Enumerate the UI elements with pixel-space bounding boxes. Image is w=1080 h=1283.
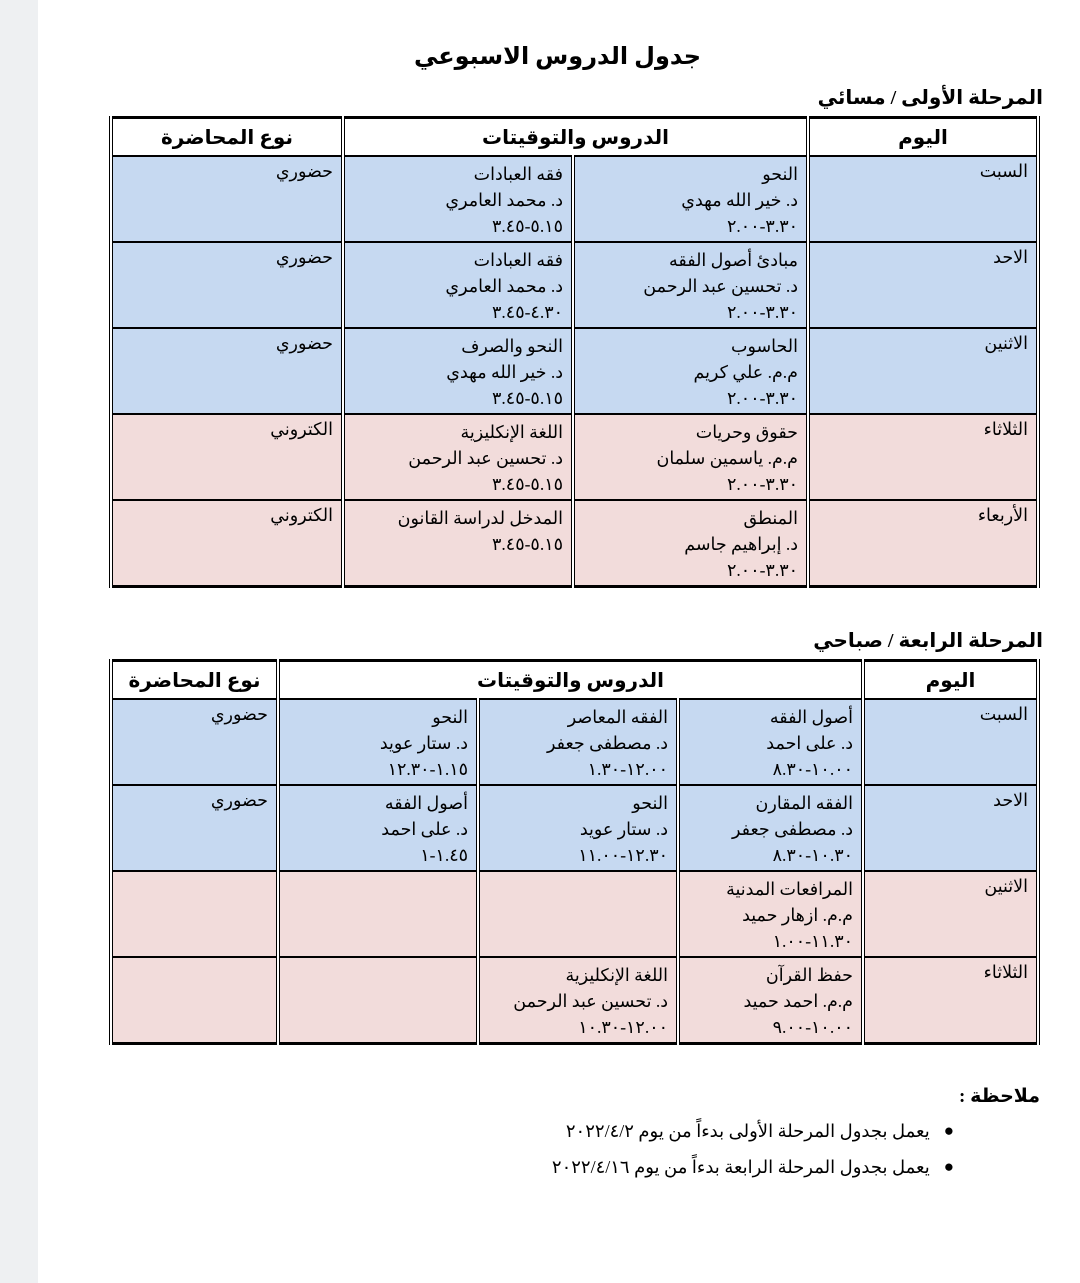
- lesson-teacher: د. مصطفى جعفر: [546, 733, 668, 753]
- day-cell: الأربعاء: [808, 500, 1038, 587]
- stage1-header-row: [111, 118, 1038, 157]
- lesson-time: ١٢.٣٠-١١.٠٠: [578, 845, 668, 865]
- day-cell: الاحد: [808, 242, 1038, 328]
- document-page: [38, 0, 1080, 1283]
- notes-label: ملاحظة :: [959, 1086, 1040, 1107]
- lecture-type-cell: الكتروني: [111, 414, 343, 500]
- lesson-cell: [573, 242, 808, 328]
- lesson-time: ٣.٣٠-٢.٠٠: [727, 388, 798, 408]
- lecture-type-cell: حضوري: [111, 328, 343, 414]
- lesson-cell: [573, 414, 808, 500]
- table-row-monday: [111, 328, 1038, 414]
- lesson-title: الحاسوب: [730, 336, 798, 356]
- lesson-title: حفظ القرآن: [765, 965, 853, 985]
- lesson-time: ٣.٣٠-٢.٠٠: [727, 302, 798, 322]
- lesson-title: النحو: [632, 793, 668, 813]
- lesson-cell: [343, 328, 573, 414]
- lesson-title: النحو: [432, 707, 468, 727]
- lesson-teacher: م.م. احمد حميد: [743, 991, 853, 1011]
- lesson-teacher: د. محمد العامري: [445, 276, 563, 296]
- lesson-title: الفقه المعاصر: [567, 707, 668, 727]
- day-cell: الاحد: [863, 785, 1038, 871]
- lesson-cell: [573, 328, 808, 414]
- lecture-type-cell: حضوري: [111, 156, 343, 242]
- lecture-type-cell: [111, 871, 278, 957]
- lesson-time: ١٠.٣٠-٨.٣٠: [772, 845, 853, 865]
- lesson-title: فقه العبادات: [473, 164, 563, 184]
- lesson-cell: [678, 957, 863, 1044]
- lesson-title: النحو: [762, 164, 798, 184]
- day-cell: السبت: [808, 156, 1038, 242]
- lesson-teacher: د. تحسين عبد الرحمن: [408, 448, 563, 468]
- lesson-time: ٣.٣٠-٢.٠٠: [727, 560, 798, 580]
- lesson-time: ١.١٥-١٢.٣٠: [387, 759, 468, 779]
- lesson-title: مبادئ أصول الفقه: [669, 250, 798, 270]
- table-row-wednesday: [111, 500, 1038, 587]
- column-header-lessons: الدروس والتوقيتات: [343, 118, 808, 157]
- lesson-cell: [678, 699, 863, 785]
- lesson-time: ٥.١٥-٣.٤٥: [492, 474, 563, 494]
- lesson-title: الفقه المقارن: [755, 793, 853, 813]
- lesson-time: ١١.٣٠-١.٠٠: [772, 931, 853, 951]
- lesson-teacher: د. محمد العامري: [445, 190, 563, 210]
- day-cell: السبت: [863, 699, 1038, 785]
- day-cell: الاثنين: [863, 871, 1038, 957]
- lesson-teacher: د. خير الله مهدي: [681, 190, 798, 210]
- lesson-title: المرافعات المدنية: [726, 879, 853, 899]
- lesson-time: ٥.١٥-٣.٤٥: [492, 534, 563, 554]
- page-title: جدول الدروس الاسبوعي: [413, 44, 702, 70]
- empty-lesson-cell: [278, 871, 478, 957]
- lesson-teacher: د. إبراهيم جاسم: [684, 534, 798, 554]
- lesson-title: حقوق وحريات: [695, 422, 798, 442]
- empty-lesson-cell: [478, 871, 678, 957]
- bullet-icon: ●: [943, 1121, 954, 1140]
- lesson-time: ٥.١٥-٣.٤٥: [492, 216, 563, 236]
- day-cell: الثلاثاء: [808, 414, 1038, 500]
- table-row-monday: [111, 871, 1038, 957]
- lesson-time: ١٠.٠٠-٨.٣٠: [772, 759, 853, 779]
- note-item: [38, 1118, 954, 1144]
- lesson-teacher: د. تحسين عبد الرحمن: [643, 276, 798, 296]
- note-item: [38, 1154, 954, 1180]
- lesson-title: أصول الفقه: [769, 707, 853, 727]
- column-header-day: اليوم: [808, 118, 1038, 157]
- lesson-cell: [343, 156, 573, 242]
- lesson-teacher: د. ستار عويد: [579, 819, 668, 839]
- lesson-time: ١٢.٠٠-١.٣٠: [587, 759, 668, 779]
- lesson-cell: [478, 699, 678, 785]
- lecture-type-cell: حضوري: [111, 699, 278, 785]
- section-title-stage1: المرحلة الأولى / مسائي: [817, 87, 1043, 109]
- lesson-time: ١٠.٠٠-٩.٠٠: [772, 1017, 853, 1037]
- lesson-teacher: م.م. ازهار حميد: [742, 905, 853, 925]
- lesson-cell: [573, 500, 808, 587]
- column-header-type: نوع المحاضرة: [111, 661, 278, 700]
- lesson-time: ٥.١٥-٣.٤٥: [492, 388, 563, 408]
- lesson-title: النحو والصرف: [461, 336, 563, 356]
- lesson-title: المنطق: [743, 508, 798, 528]
- lesson-cell: [343, 500, 573, 587]
- lesson-teacher: د. ستار عويد: [379, 733, 468, 753]
- lesson-cell: [573, 156, 808, 242]
- lesson-teacher: د. تحسين عبد الرحمن: [513, 991, 668, 1011]
- lecture-type-cell: [111, 957, 278, 1044]
- lesson-title: اللغة الإنكليزية: [565, 965, 668, 985]
- bullet-icon: ●: [943, 1157, 954, 1176]
- table-row-tuesday: [111, 957, 1038, 1044]
- day-cell: الثلاثاء: [863, 957, 1038, 1044]
- lesson-cell: [343, 414, 573, 500]
- section-title-stage4: المرحلة الرابعة / صباحي: [813, 630, 1043, 652]
- lesson-title: اللغة الإنكليزية: [460, 422, 563, 442]
- lesson-cell: [278, 785, 478, 871]
- lesson-cell: [343, 242, 573, 328]
- lesson-teacher: د. على احمد: [766, 733, 853, 753]
- table-row-saturday: [111, 156, 1038, 242]
- lesson-teacher: م.م. علي كريم: [693, 362, 798, 382]
- lesson-cell: [478, 957, 678, 1044]
- lesson-time: ٣.٣٠-٢.٠٠: [727, 474, 798, 494]
- day-cell: الاثنين: [808, 328, 1038, 414]
- lesson-cell: [678, 871, 863, 957]
- lecture-type-cell: حضوري: [111, 785, 278, 871]
- column-header-type: نوع المحاضرة: [111, 118, 343, 157]
- column-header-lessons: الدروس والتوقيتات: [278, 661, 863, 700]
- lesson-time: ٣.٣٠-٢.٠٠: [727, 216, 798, 236]
- lesson-time: ١.٤٥-١: [420, 845, 468, 865]
- lecture-type-cell: الكتروني: [111, 500, 343, 587]
- lesson-time: ٤.٣٠-٣.٤٥: [492, 302, 563, 322]
- lesson-title: المدخل لدراسة القانون: [397, 508, 563, 528]
- lesson-time: ١٢.٠٠-١٠.٣٠: [578, 1017, 668, 1037]
- lesson-cell: [678, 785, 863, 871]
- column-header-day: اليوم: [863, 661, 1038, 700]
- lecture-type-cell: حضوري: [111, 242, 343, 328]
- lesson-teacher: م.م. ياسمين سلمان: [656, 448, 798, 468]
- scan-edge-strip: [0, 0, 38, 1283]
- lesson-title: أصول الفقه: [384, 793, 468, 813]
- notes-section: [38, 1085, 1040, 1180]
- table-row-tuesday: [111, 414, 1038, 500]
- lesson-title: فقه العبادات: [473, 250, 563, 270]
- lesson-teacher: د. مصطفى جعفر: [731, 819, 853, 839]
- stage1-schedule-table: [109, 116, 1040, 588]
- lesson-cell: [278, 699, 478, 785]
- note-text: يعمل بجدول المرحلة الرابعة بدءاً من يوم ٢٠٢٢/٤/١٦: [551, 1157, 930, 1177]
- lesson-cell: [478, 785, 678, 871]
- empty-lesson-cell: [278, 957, 478, 1044]
- lesson-teacher: د. على احمد: [381, 819, 468, 839]
- table-row-sunday: [111, 785, 1038, 871]
- table-row-saturday: [111, 699, 1038, 785]
- table-row-sunday: [111, 242, 1038, 328]
- note-text: يعمل بجدول المرحلة الأولى بدءاً من يوم ٢٠٢٢/٤/٢: [565, 1121, 930, 1141]
- stage4-schedule-table: [109, 659, 1040, 1045]
- stage4-header-row: [111, 661, 1038, 700]
- lesson-teacher: د. خير الله مهدي: [446, 362, 563, 382]
